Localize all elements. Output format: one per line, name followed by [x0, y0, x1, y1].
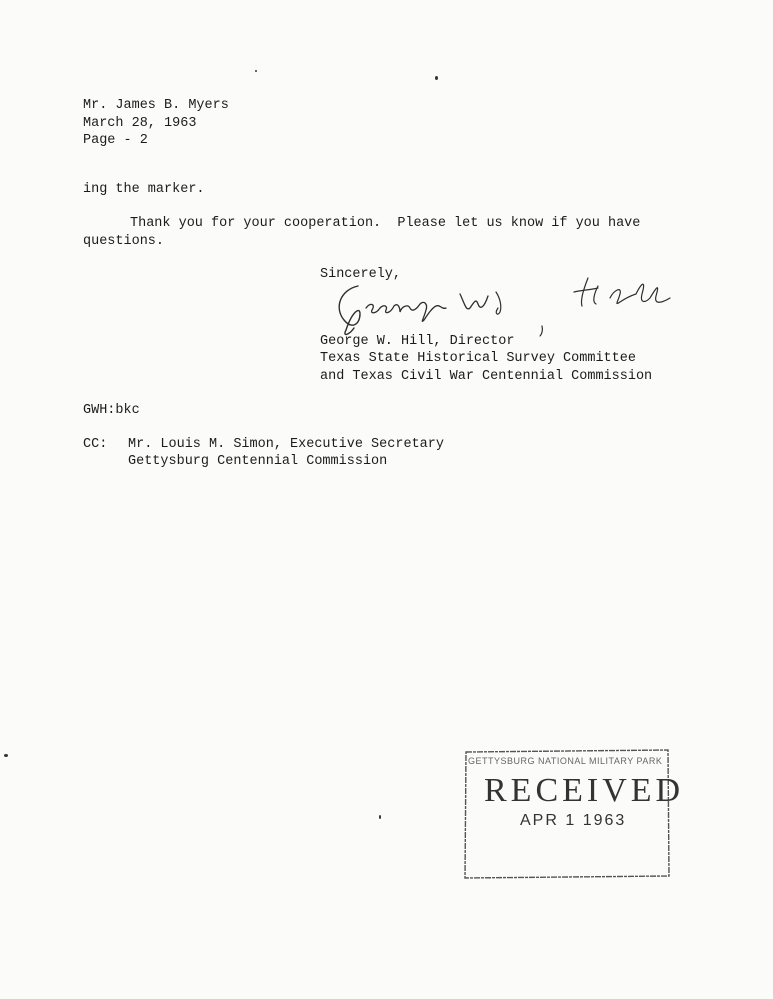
signature [330, 268, 690, 338]
scan-speck [255, 70, 257, 72]
signer-org-line-2: and Texas Civil War Centennial Commission [320, 369, 653, 384]
closing-salutation: Sincerely, [320, 267, 402, 282]
scan-speck [435, 76, 438, 80]
stamp-park-name: GETTYSBURG NATIONAL MILITARY PARK [468, 756, 663, 766]
recipient-line: Mr. James B. Myers [83, 98, 229, 113]
received-stamp [462, 748, 685, 880]
stamp-date: APR 1 1963 [520, 812, 627, 829]
cc-line-2: Gettysburg Centennial Commission [128, 454, 388, 469]
cc-label: CC: [83, 437, 108, 452]
cc-line-1: Mr. Louis M. Simon, Executive Secretary [128, 437, 444, 452]
reference-initials: GWH:bkc [83, 403, 140, 418]
body-continuation: ing the marker. [83, 182, 205, 197]
letter-date: March 28, 1963 [83, 116, 197, 131]
signer-org-line-1: Texas State Historical Survey Committee [320, 351, 636, 366]
stamp-received-text: RECEIVED [484, 772, 685, 809]
scan-speck [379, 815, 381, 819]
body-paragraph-line-2: questions. [83, 234, 165, 249]
scan-speck [4, 754, 8, 757]
page-number: Page - 2 [83, 133, 148, 148]
signer-name-title: George W. Hill, Director [320, 334, 515, 349]
body-paragraph-line-1: Thank you for your cooperation. Please let us know if you have [130, 216, 641, 231]
